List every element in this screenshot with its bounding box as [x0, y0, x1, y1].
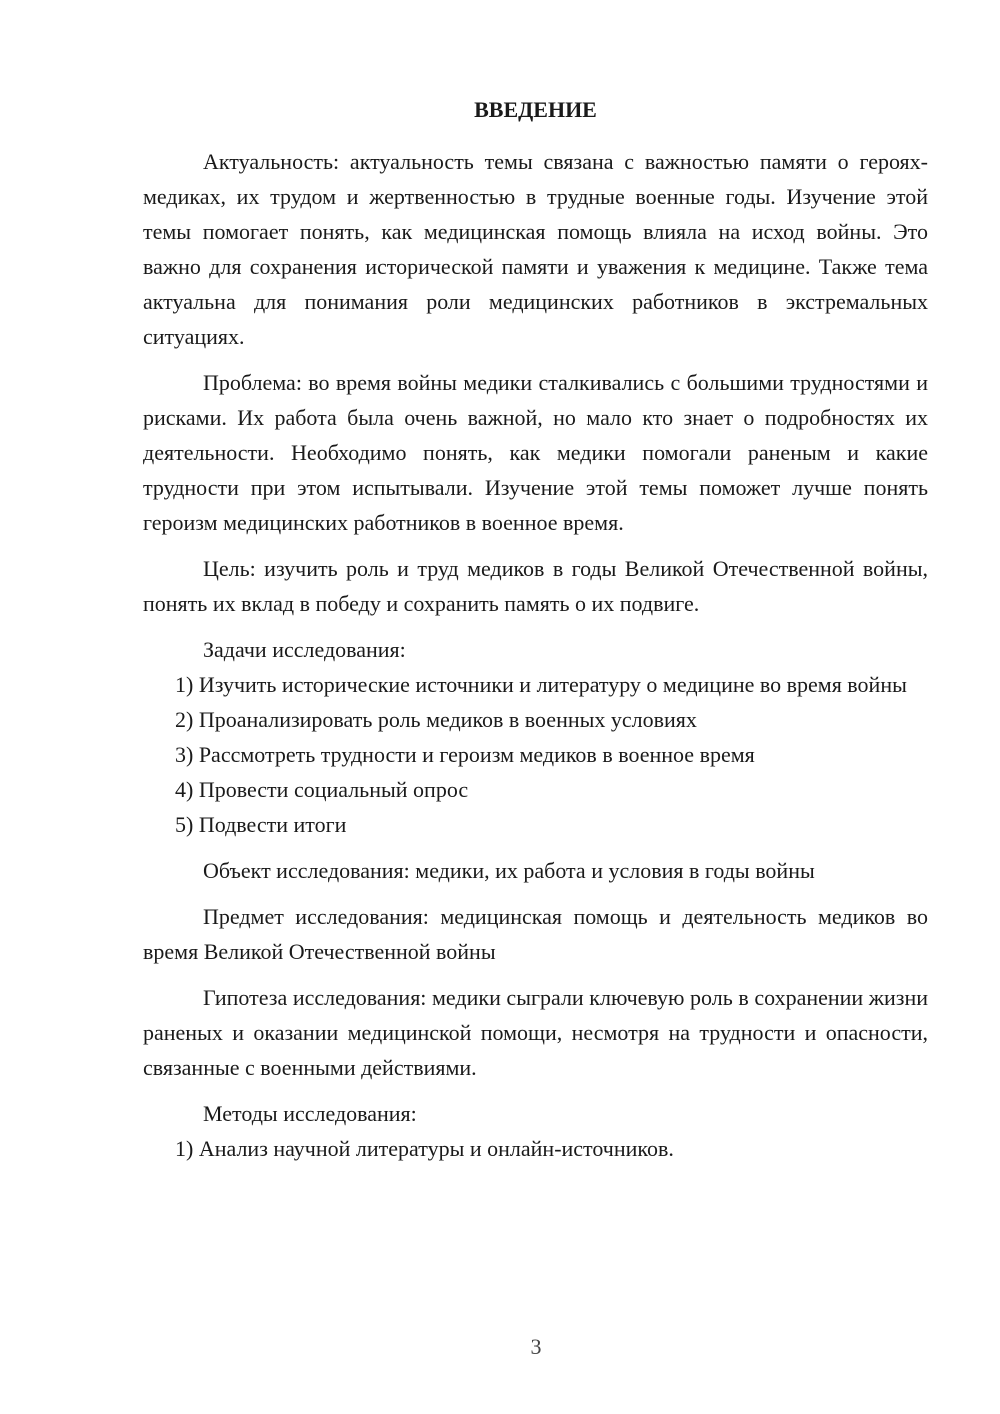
methods-heading: Методы исследования: [203, 1101, 417, 1126]
page-number: 3 [530, 1334, 542, 1359]
task-item: 3) Рассмотреть трудности и героизм медиков в военное время [175, 742, 755, 767]
tasks-heading: Задачи исследования: [203, 637, 406, 662]
goal-paragraph: Цель: изучить роль и труд медиков в годы Великой Отечественной войны, понять их вклад в победу и сохранить память о их подвиге. [143, 556, 928, 616]
problem-paragraph: Проблема: во время войны медики сталкивались с большими трудностями и рисками. Их работа была очень важной, но мало кто знает о подробностях их деятельности. Необходимо понять, как медики помогали раненым и какие трудности при этом испытывали. Изучение этой темы поможет лучше понять героизм медицинских работников в военное время. [143, 370, 928, 535]
task-item: 2) Проанализировать роль медиков в военных условиях [175, 707, 697, 732]
relevance-paragraph: Актуальность: актуальность темы связана с важностью памяти о героях-медиках, их трудом и жертвенностью в трудные военные годы. Изучение этой темы помогает понять, как медицинская помощь влияла на исход войны. Это важно для сохранения исторической памяти и уважения к медицине. Также тема актуальна для понимания роли медицинских работников в экстремальных ситуациях. [143, 149, 928, 349]
method-item: 1) Анализ научной литературы и онлайн-источников. [175, 1136, 674, 1161]
task-item: 5) Подвести итоги [175, 812, 347, 837]
task-item: 1) Изучить исторические источники и литературу о медицине во время войны [175, 672, 907, 697]
task-item: 4) Провести социальный опрос [175, 777, 469, 802]
subject-paragraph: Предмет исследования: медицинская помощь и деятельность медиков во время Великой Отечественной войны [143, 904, 928, 964]
object-paragraph: Объект исследования: медики, их работа и условия в годы войны [203, 858, 815, 883]
document-page [143, 94, 928, 1166]
section-heading: ВВЕДЕНИЕ [474, 97, 597, 122]
hypothesis-paragraph: Гипотеза исследования: медики сыграли ключевую роль в сохранении жизни раненых и оказании медицинской помощи, несмотря на трудности и опасности, связанные с военными действиями. [143, 985, 928, 1080]
